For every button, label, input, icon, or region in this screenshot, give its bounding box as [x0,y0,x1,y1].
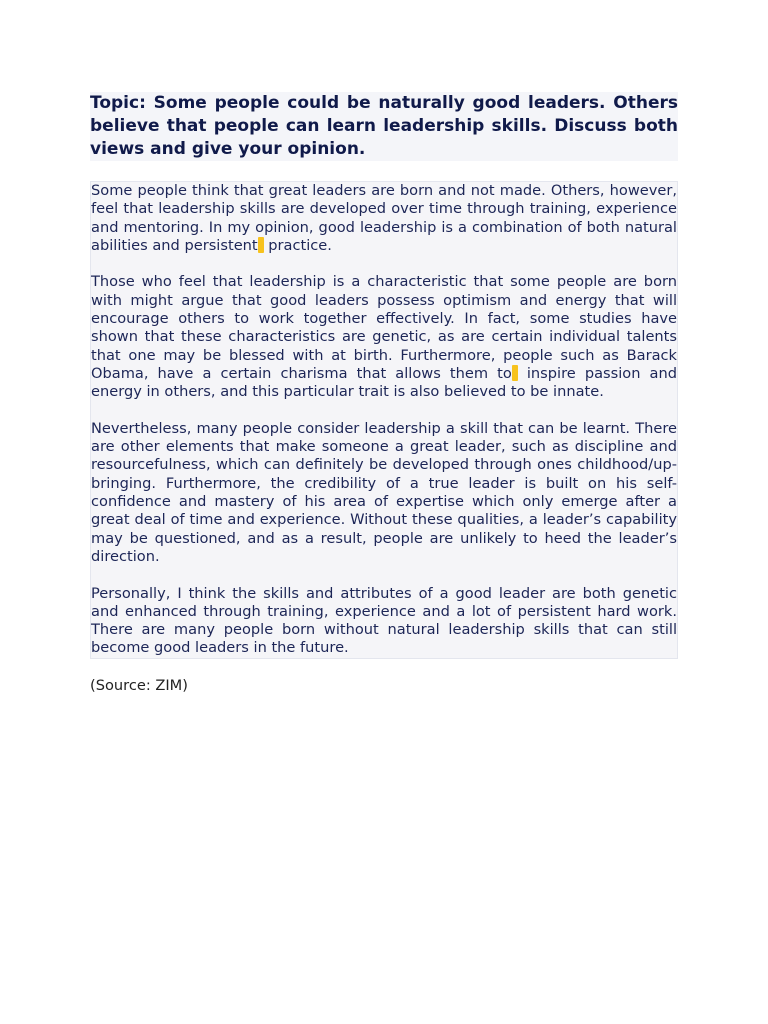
essay-body [90,181,678,659]
document-page [90,92,678,695]
paragraph-intro [91,182,677,255]
paragraph-intro-text-end: practice. [263,236,332,254]
paragraph-gap [91,402,677,420]
paragraph-body-1-text-end: inspire passion and energy in others, and this particular trait is also believed to be innate. [91,364,677,401]
paragraph-gap [91,566,677,584]
paragraph-body-2: Nevertheless, many people consider leadership a skill that can be learnt. There are other elements that make someone a great leader, such as discipline and resourcefulness, which can definitely be developed through ones childhood/up-bringing. Furthermore, the credibility of a true leader is built on his self-confidence and mastery of his area of expertise which only emerge after a great deal of time and experience. Without these qualities, a leader’s capability may be questioned, and as a result, people are unlikely to heed the leader’s direction. [91,419,677,565]
source-note: (Source: ZIM) [90,676,188,694]
paragraph-body-1 [91,273,677,401]
paragraph-gap [91,255,677,273]
paragraph-intro-text: Some people think that great leaders are born and not made. Others, however, feel that leadership skills are developed over time through training, experience and mentoring. In my opinion, good leadership is a combination of both natural abilities and persistent [91,182,677,254]
paragraph-conclusion: Personally, I think the skills and attributes of a good leader are both genetic and enhanced through training, experience and a lot of persistent hard work. There are many people born without natural leadership skills that can still become good leaders in the future. [91,584,677,657]
topic-heading: Topic: Some people could be naturally good leaders. Others believe that people can learn leadership skills. Discuss both views and give your opinion. [90,93,678,159]
paragraph-body-1-text: Those who feel that leadership is a characteristic that some people are born with might argue that good leaders possess optimism and energy that will encourage others to work together effectively. In fact, some studies have shown that these characteristics are genetic, as are certain individual talents that one may be blessed with at birth. Furthermore, people such as Barack Obama, have a certain charisma that allows them to [91,273,677,382]
